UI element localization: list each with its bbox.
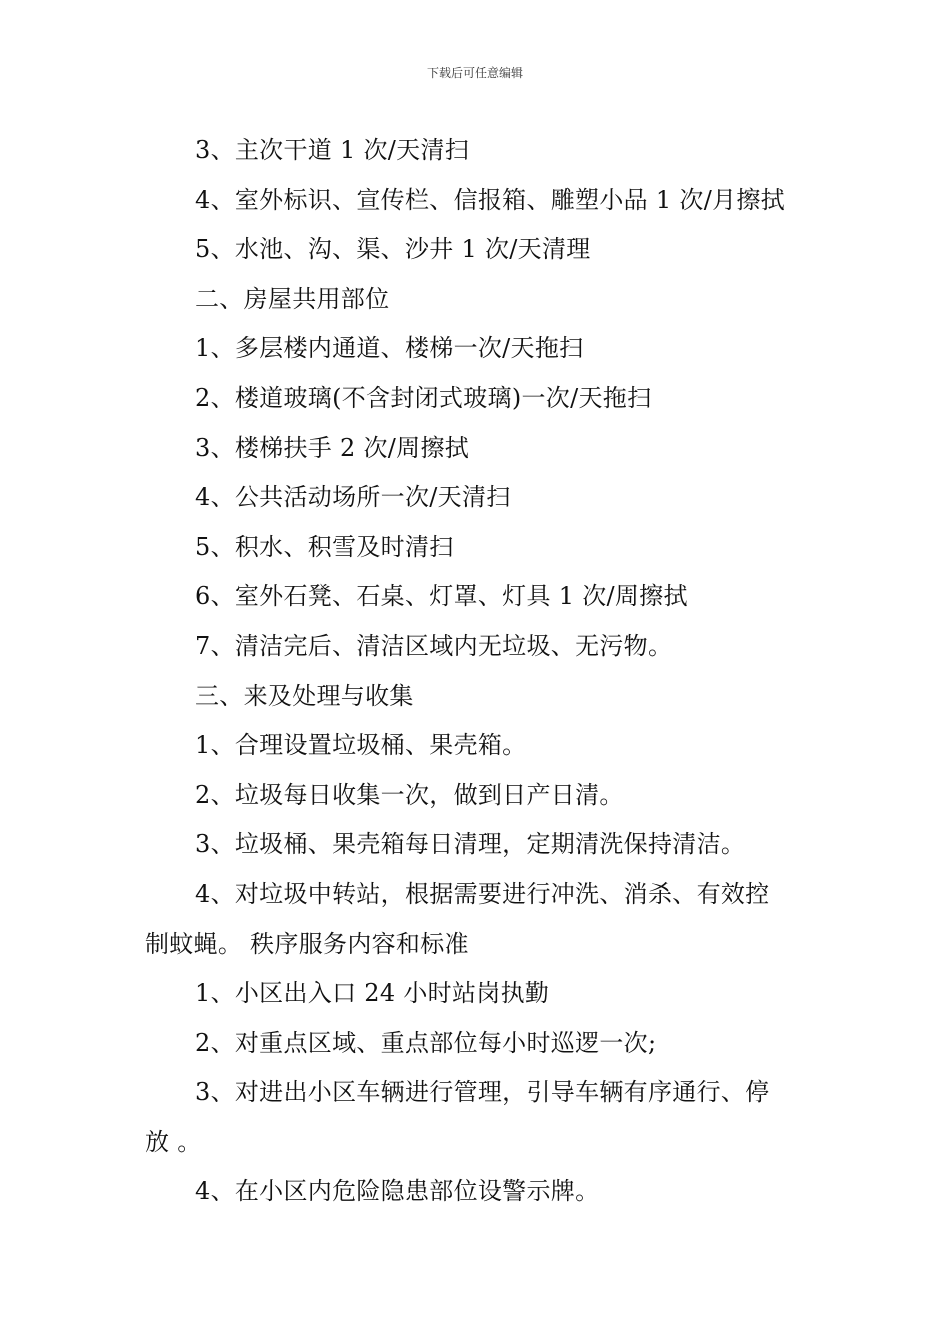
- document-body: [145, 126, 807, 1217]
- text-line: 4、对垃圾中转站，根据需要进行冲洗、消杀、有效控: [195, 879, 770, 908]
- text-line: 1、合理设置垃圾桶、果壳箱。: [195, 731, 527, 760]
- text-line: 1、多层楼内通道、楼梯一次/天拖扫: [195, 334, 584, 363]
- text-line: 4、在小区内危险隐患部位设警示牌。: [195, 1177, 600, 1206]
- text-line: 3、垃圾桶、果壳箱每日清理，定期清洗保持清洁。: [195, 830, 746, 859]
- section-heading: 三、来及处理与收集: [195, 681, 414, 710]
- text-line: 3、对进出小区车辆进行管理，引导车辆有序通行、停: [195, 1078, 770, 1107]
- page-header: 下载后可任意编辑: [426, 66, 523, 80]
- text-line: 3、主次干道 1 次/天清扫: [195, 136, 470, 164]
- text-line: 3、楼梯扶手 2 次/周擦拭: [195, 433, 470, 462]
- text-line: 4、公共活动场所一次/天清扫: [195, 483, 511, 512]
- text-line: 4、室外标识、宣传栏、信报箱、雕塑小品 1 次/月擦拭: [195, 185, 785, 214]
- text-line: 5、积水、积雪及时清扫: [195, 532, 454, 561]
- section-heading: 二、房屋共用部位: [195, 284, 390, 313]
- text-line-continuation: 放 。: [145, 1127, 202, 1156]
- text-line: 6、室外石凳、石桌、灯罩、灯具 1 次/周擦拭: [195, 582, 688, 611]
- text-line-continuation: 制蚊蝇。 秩序服务内容和标准: [145, 929, 469, 958]
- text-line: 1、小区出入口 24 小时站岗执勤: [195, 979, 550, 1008]
- text-line: 7、清洁完后、清洁区域内无垃圾、无污物。: [195, 631, 673, 660]
- text-line: 2、垃圾每日收集一次，做到日产日清。: [195, 780, 624, 809]
- text-line: 5、水池、沟、渠、沙井 1 次/天清理: [195, 235, 591, 264]
- text-line: 2、楼道玻璃(不含封闭式玻璃)一次/天拖扫: [195, 383, 652, 412]
- text-line: 2、对重点区域、重点部位每小时巡逻一次;: [195, 1028, 657, 1057]
